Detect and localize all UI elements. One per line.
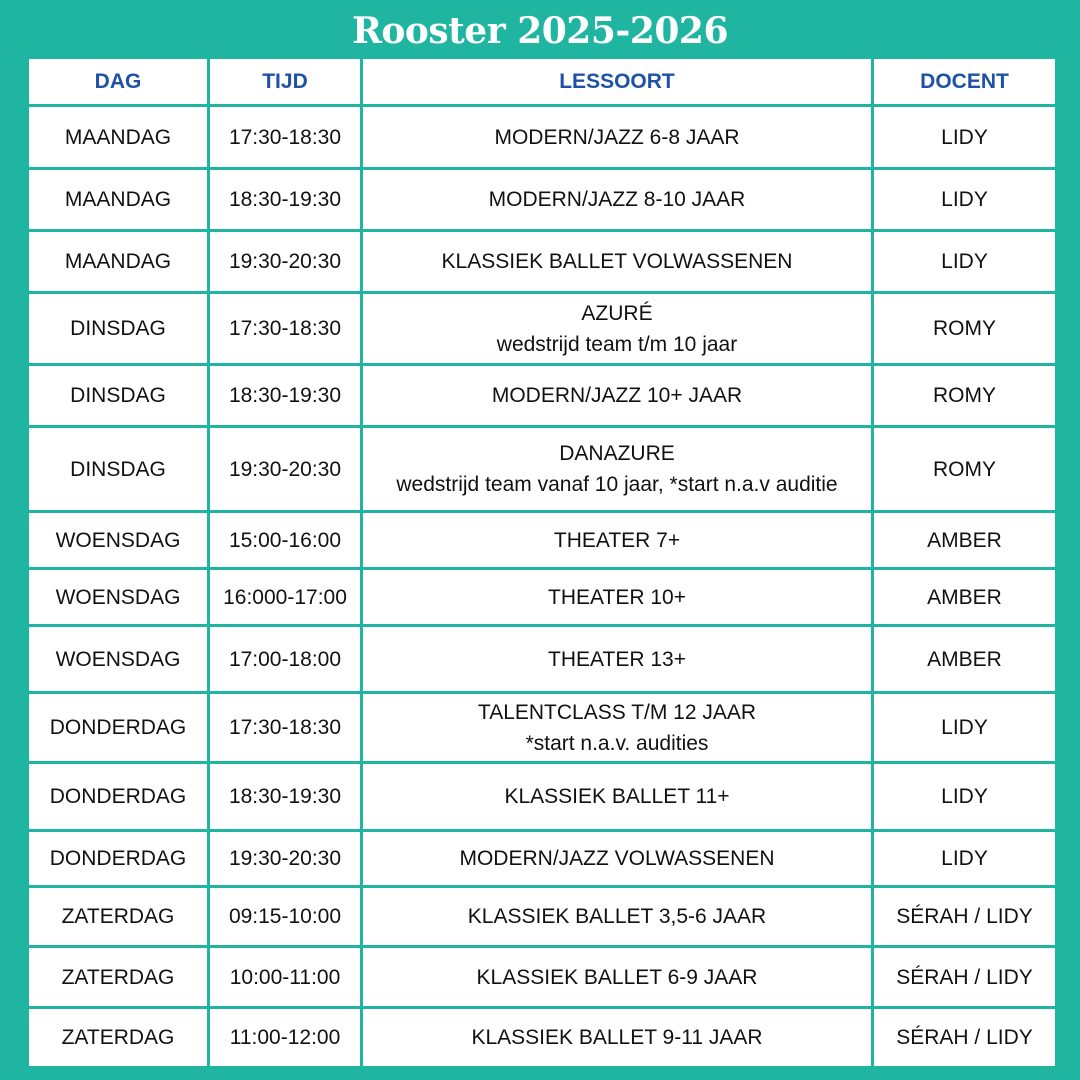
cell-dag: WOENSDAG [28,569,209,626]
cell-docent: AMBER [873,569,1057,626]
cell-tijd: 11:00-12:00 [209,1008,362,1068]
schedule-body [28,106,1057,1068]
schedule-table [26,56,1058,1069]
cell-dag: MAANDAG [28,169,209,231]
cell-dag: DONDERDAG [28,693,209,763]
cell-lessoort [362,831,873,887]
cell-tijd: 16:000-17:00 [209,569,362,626]
lessoort-line: MODERN/JAZZ 10+ JAAR [491,384,743,407]
table-row [28,231,1057,293]
lessoort-line: DANAZURE [559,442,675,465]
cell-docent: LIDY [873,231,1057,293]
cell-dag: DONDERDAG [28,763,209,831]
lessoort-line: KLASSIEK BALLET 9-11 JAAR [471,1026,763,1049]
cell-tijd: 17:30-18:30 [209,106,362,169]
table-row [28,1008,1057,1068]
cell-lessoort [362,293,873,365]
cell-dag: DINSDAG [28,365,209,427]
cell-dag: ZATERDAG [28,1008,209,1068]
cell-tijd: 17:30-18:30 [209,693,362,763]
lessoort-line: KLASSIEK BALLET 3,5-6 JAAR [467,905,767,928]
cell-lessoort [362,106,873,169]
cell-lessoort [362,1008,873,1068]
cell-dag: WOENSDAG [28,512,209,569]
cell-lessoort [362,887,873,947]
table-row [28,693,1057,763]
lessoort-line: THEATER 10+ [548,585,686,609]
cell-tijd: 15:00-16:00 [209,512,362,569]
table-row [28,569,1057,626]
cell-lessoort [362,947,873,1008]
cell-docent: LIDY [873,763,1057,831]
table-header-row [28,58,1057,106]
cell-docent: LIDY [873,831,1057,887]
cell-lessoort [362,231,873,293]
table-row [28,887,1057,947]
cell-docent: ROMY [873,427,1057,512]
cell-dag: MAANDAG [28,106,209,169]
lessoort-line: MODERN/JAZZ 8-10 JAAR [488,188,746,211]
column-header-dag: DAG [28,58,209,106]
table-row [28,365,1057,427]
page-title: Rooster 2025-2026 [351,10,729,52]
table-row [28,626,1057,693]
cell-lessoort [362,169,873,231]
cell-docent: AMBER [873,626,1057,693]
cell-docent: AMBER [873,512,1057,569]
cell-lessoort [362,427,873,512]
cell-docent: LIDY [873,693,1057,763]
cell-lessoort [362,365,873,427]
lessoort-line: TALENTCLASS T/M 12 JAAR [477,700,757,724]
lessoort-subline: wedstrijd team t/m 10 jaar [496,332,738,356]
cell-lessoort [362,569,873,626]
column-header-lessoort: LESSOORT [362,58,873,106]
cell-tijd: 19:30-20:30 [209,231,362,293]
cell-tijd: 18:30-19:30 [209,763,362,831]
lessoort-line: THEATER 7+ [553,528,681,552]
table-row [28,106,1057,169]
lessoort-line: KLASSIEK BALLET 6-9 JAAR [476,965,758,989]
table-row [28,947,1057,1008]
cell-docent: LIDY [873,106,1057,169]
lessoort-line: MODERN/JAZZ 6-8 JAAR [494,125,740,149]
cell-dag: WOENSDAG [28,626,209,693]
column-header-docent: DOCENT [873,58,1057,106]
table-row [28,763,1057,831]
lessoort-line: THEATER 13+ [548,647,686,671]
cell-tijd: 19:30-20:30 [209,427,362,512]
cell-lessoort [362,693,873,763]
cell-lessoort [362,626,873,693]
table-row [28,293,1057,365]
cell-dag: MAANDAG [28,231,209,293]
cell-tijd: 17:30-18:30 [209,293,362,365]
cell-lessoort [362,763,873,831]
lessoort-subline: wedstrijd team vanaf 10 jaar, *start n.a.v auditie [396,473,838,496]
lessoort-subline: *start n.a.v. audities [525,731,709,755]
cell-docent: ROMY [873,365,1057,427]
cell-tijd: 10:00-11:00 [209,947,362,1008]
cell-docent: ROMY [873,293,1057,365]
cell-dag: ZATERDAG [28,947,209,1008]
cell-tijd: 17:00-18:00 [209,626,362,693]
lessoort-line: MODERN/JAZZ VOLWASSENEN [459,847,775,870]
table-row [28,169,1057,231]
table-row [28,512,1057,569]
cell-tijd: 18:30-19:30 [209,365,362,427]
cell-dag: ZATERDAG [28,887,209,947]
table-row [28,427,1057,512]
column-header-tijd: TIJD [209,58,362,106]
cell-docent: SÉRAH / LIDY [873,887,1057,947]
cell-lessoort [362,512,873,569]
cell-tijd: 19:30-20:30 [209,831,362,887]
cell-dag: DONDERDAG [28,831,209,887]
cell-dag: DINSDAG [28,293,209,365]
cell-docent: SÉRAH / LIDY [873,1008,1057,1068]
cell-tijd: 09:15-10:00 [209,887,362,947]
cell-docent: SÉRAH / LIDY [873,947,1057,1008]
table-row [28,831,1057,887]
lessoort-line: KLASSIEK BALLET VOLWASSENEN [441,250,793,273]
cell-docent: LIDY [873,169,1057,231]
lessoort-line: AZURÉ [581,301,653,325]
cell-tijd: 18:30-19:30 [209,169,362,231]
cell-dag: DINSDAG [28,427,209,512]
lessoort-line: KLASSIEK BALLET 11+ [504,785,730,808]
